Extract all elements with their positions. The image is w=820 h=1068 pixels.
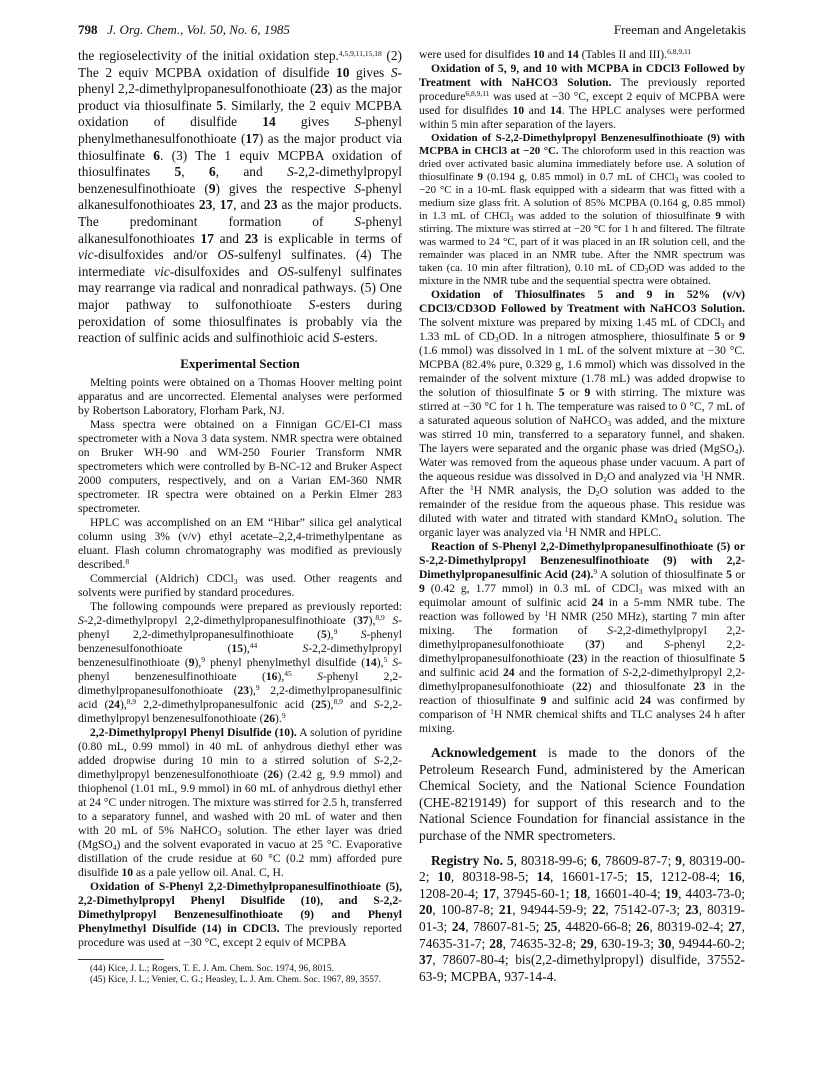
page-number: 798: [78, 22, 98, 37]
footnotes: [78, 964, 402, 986]
header-left: [78, 22, 290, 38]
registry-heading: Registry No.: [431, 852, 503, 868]
intro-continued: the regioselectivity of the initial oxidation step.$^{4,5,9,11,15,18}$ (2) The 2 equiv MCPBA oxidation of disulfide 10 gives S-phenyl 2,2-dimethylpropanesulfonothioate (23) as the major product via thiosulfinate 5. Similarly, the 2 equiv MCPBA oxidation of disulfide 14 gives S-phenyl phenylmethanesulfonothioate (17) as the major product via thiosulfinate 6. (3) The 1 equiv MCPBA oxidation of thiosulfinates 5, 6, and S-2,2-dimethylpropyl benzenesulfinothioate (9) gives the respective S-phenyl alkanesulfonothioates 23, 17, and 23 as the major products. The predominant formation of S-phenyl alkanesulfonothioates 17 and 23 is explicable in terms of vic-disulfoxides and/or OS-sulfenyl sulfinates. (4) The intermediate vic-disulfoxides and OS-sulfenyl sulfinates may rearrange via radical and nonradical pathways. (5) One major pathway to sulfonothioate S-esters during peroxidation of some thiosulfinates is probably via the reaction of sulfinic acids and sulfinothioic acid S-esters.: [78, 48, 403, 346]
journal-issue: No. 6, 1985: [229, 22, 290, 37]
footnote-rule: [78, 959, 164, 960]
subhead-oxidation-cdcl3: Oxidation of S-Phenyl 2,2-Dimethylpropanesulfinothioate (5), 2,2-Dimethylpropyl Phenyl Disulfide (10), and S-2,2-Dimethylpropyl Benzenesulfinothioate (9) and Phenyl Phenylmethyl Disulfide (14) in CDCl3.: [78, 879, 402, 935]
acknowledgement: Acknowledgement is made to the donors of the Petroleum Research Fund, administered by the American Chemical Society, and the National Science Foundation (CHE-8219149) for support of this research and to the National Science Foundation for financial assistance in the purchase of the NMR spectrometers.: [419, 745, 745, 843]
registry-numbers: Registry No. 5, 80318-99-6; 6, 78609-87-7; 9, 80319-00-2; 10, 80318-98-5; 14, 16601-17-5; 15, 1212-08-4; 16, 1208-20-4; 17, 37945-60-1; 18, 16601-40-4; 19, 4403-73-0; 20, 100-87-8; 21, 94944-59-9; 22, 75142-07-3; 23, 80319-01-3; 24, 78607-81-5; 25, 44820-66-8; 26, 80319-02-4; 27, 74635-31-7; 28, 74635-32-8; 29, 630-19-3; 30, 94944-60-2; 37, 78607-80-4; bis(2,2-dimethylpropyl) disulfide, 37552-63-9; MCPBA, 937-14-4.: [419, 852, 746, 984]
ack-heading: Acknowledgement: [431, 745, 537, 760]
header-authors: Freeman and Angeletakis: [613, 22, 746, 37]
subhead-chcl3-minus20: Oxidation of S-2,2-Dimethylpropyl Benzenesulfinothioate (9) with MCPBA in CHCl3 at −20 °C.: [419, 132, 745, 157]
page-header: [78, 22, 746, 42]
subhead-cd3od: Oxidation of Thiosulfinates 5 and 9 in 52% (v/v) CDCl3/CD3OD Followed by Treatment with NaHCO3 Solution.: [419, 288, 745, 315]
journal-volume: Vol. 50,: [186, 22, 226, 37]
footnote-44: (44) Kice, J. L.; Rogers, T. E. J. Am. Chem. Soc. 1974, 96, 8015.: [90, 963, 334, 974]
left-column: [78, 48, 402, 986]
subhead-sulfinic-acid: Reaction of S-Phenyl 2,2-Dimethylpropanesulfinothioate (5) or S-2,2-Dimethylpropyl Benzenesulfinothioate (9) with 2,2-Dimethylpropanesulfinic Acid (24).: [419, 540, 745, 581]
experimental-body: Melting points were obtained on a Thomas Hoover melting point apparatus and are uncorrected. Elemental analyses were performed by Robertson Laboratory, Florham Park, NJ. Mass spectra were obtained on a Finnigan GC/EI-CI mass spectrometer with a Nova 3 data system. NMR spectra were obtained on Bruker WH-90 and WM-250 Fourier Transform NMR spectrometers which were controlled by B-NC-12 and Bruker Aspect 2000 computers, respectively, and on a Varian EM-360 NMR spectrometer. IR spectra were obtained on a Perkin Elmer 283 spectrometer. HPLC was accomplished on an EM “Hibar” silica gel analytical column using 3% (v/v) ethyl acetate–2,2,4-trimethylpentane as eluant. Flash column chromatography was modified as previously described.$^8$ Commercial (Aldrich) CDCl$_3$ was used. Other reagents and solvents were purified by standard procedures. The following compounds were prepared as previously reported: S-2,2-dimethylpropyl 2,2-dimethylpropanesulfinothioate (37),$^{8,9}$ S-phenyl 2,2-dimethylpropanesulfinothioate (5),$^9$ S-phenyl benzenesulfonothioate (15),$^{44}$ S-2,2-dimethylpropyl benzenesulfinothioate (9),$^9$ phenyl phenylmethyl disulfide (14),$^5$ S-phenyl benzenesulfinothioate (16),$^{45}$ S-phenyl 2,2-dimethylpropanesulfonothioate (23),$^9$ 2,2-dimethylpropanesulfinic acid (24),$^{8,9}$ 2,2-dimethylpropanesulfonic acid (25),$^{8,9}$ and S-2,2-dimethylpropyl benzenesulfonothioate (26).$^9$ 2,2-Dimethylpropyl Phenyl Disulfide (10). A solution of pyridine (0.80 mL, 0.99 mmol) in 40 mL of anhydrous diethyl ether was added dropwise during 10 min to a stirred solution of S-2,2-dimethylpropyl benzenesulfonothioate (26) (2.42 g, 9.9 mmol) and thiophenol (1.01 mL, 9.9 mmol) in 60 mL of anhydrous diethyl ether at 24 °C under nitrogen. The mixture was stirred for 2.5 h, transferred to a separatory funnel, and washed with 20 mL of water and then with 20 mL of 5% NaHCO$_3$ solution. The ether layer was dried (MgSO$_4$) and the solvent evaporated in vacuo at 25 °C. Evaporative distillation of the crude residue at 60 °C (0.2 mm) afforded pure disulfide 10 as a pale yellow oil. Anal. C, H. Oxidation of S-Phenyl 2,2-Dimethylpropanesulfinothioate (5), 2,2-Dimethylpropyl Phenyl Disulfide (10), and S-2,2-Dimethylpropyl Benzenesulfinothioate (9) and Phenyl Phenylmethyl Disulfide (14) in CDCl3. The previously reported procedure was used at −30 °C, except 2 equiv of MCPBA: [78, 375, 402, 949]
subhead-disulfide-10: 2,2-Dimethylpropyl Phenyl Disulfide (10).: [90, 725, 297, 739]
subhead-nahco3: Oxidation of 5, 9, and 10 with MCPBA in CDCl3 Followed by Treatment with NaHCO3 Solution.: [419, 62, 745, 89]
journal-name: J. Org. Chem.,: [107, 22, 184, 37]
footnote-45: (45) Kice, J. L.; Venier, C. G.; Heasley, L. J. Am. Chem. Soc. 1967, 89, 3557.: [90, 974, 381, 985]
experimental-body-continued: were used for disulfides 10 and 14 (Tables II and III).$^{6,8,9,11}$ Oxidation of 5, 9, and 10 with MCPBA in CDCl3 Followed by Treatment with NaHCO3 Solution. The previously reported procedure$^{6,8,9,11}$ was used at −30 °C, except 2 equiv of MCPBA were used for disulfides 10 and 14. The HPLC analyses were performed within 5 min after separation of the layers. Oxidation of S-2,2-Dimethylpropyl Benzenesulfinothioate (9) with MCPBA in CHCl3 at −20 °C. The chloroform used in this reaction was dried over activated basic alumina immediately before use. A solution of thiosulfinate 9 (0.194 g, 0.85 mmol) in 0.7 mL of CHCl$_3$ was cooled to −20 °C in a 10-mL flask equipped with a sidearm that was fitted with a medium size glass frit. A solution of 85% MCPBA (0.164 g, 0.85 mmol) in 1.3 mL of CHCl$_3$ was added to the solution of thiosulfinate 9 with stirring. The mixture was stirred at −20 °C for 1 h and filtered. The filtrate was warmed to 24 °C, part of it was placed in an IR solution cell, and the remainder was placed in an NMR tube. After the NMR spectrum was taken (ca. 10 min after filtration), 0.10 mL of $CD_3OD$ was added to the mixture in the NMR tube and the sequential spectra were obtained. Oxidation of Thiosulfinates 5 and 9 in 52% (v/v) CDCl3/CD3OD Followed by Treatment with NaHCO3 Solution. The solvent mixture was prepared by mixing 1.45 mL of CDCl$_3$ and 1.33 mL of $CD_3OD$. In a nitrogen atmosphere, thiosulfinate 5 or 9 (1.6 mmol) was dissolved in 1 mL of the solvent mixture at −30 °C. MCPBA (82.4% pure, 0.329 g, 1.6 mmol) which was dissolved in the remainder of the solvent mixture (1.78 mL) was added dropwise to the solution of thiosulfinate 5 or 9 with stirring. The mixture was stirred at −30 °C for 1 h. The temperature was raised to 0 °C, 7 mL of a saturated aqueous solution of NaHCO$_3$ was added, and the mixture was stirred 10 min, transferred to a separatory funnel, and shaken. The layers were separated and the organic phase was dried (MgSO$_4$). Water was removed from the aqueous phase under vacuum. A part of the aqueous residue was dissolved in $D_2O$ and analyzed via $^1$H NMR. After the $^1$H NMR analysis, the $D_2O$ solution was added to the remainder of the residue from the aqueous phase. This residue was diluted with water and titrated with standard KMnO$_4$ solution. The organic layer was analyzed via $^1$H NMR and HPLC. Reaction of S-Phenyl 2,2-Dimethylpropanesulfinothioate (5) or S-2,2-Dimethylpropyl Benzenesulfinothioate (9) with 2,2-Dimethylpropanesulfinic Acid (24).$^9$ A solution of thiosulfinate 5 or 9 (0.42 g, 1.77 mmol) in 0.3 mL of CDCl$_3$ was mixed with an equimolar amount of sulfinic acid 24 in a 5-mm NMR tube. The reaction was followed by $^1$H NMR (250 MHz), starting 7 min after mixing. The formation of S-2,2-dimethylpropyl 2,2-dimethylpropanesulfonothioate (37) and S-phenyl 2,2-dimethylpropanesulfonothioate (23) in the reaction of thiosulfinate 5 and sulfinic acid 24 and the formation of S-2,2-dimethylpropyl 2,2-dimethylpropanesulfonothioate (22) and thiosulfonate 23 in the reaction of thiosulfinate 9 and sulfinic acid 24 was confirmed by comparison of $^1$H NMR chemical shifts and TLC analyses 24 h after mixing.: [419, 47, 746, 735]
right-column: [419, 48, 745, 985]
section-heading: Experimental Section: [180, 355, 300, 371]
